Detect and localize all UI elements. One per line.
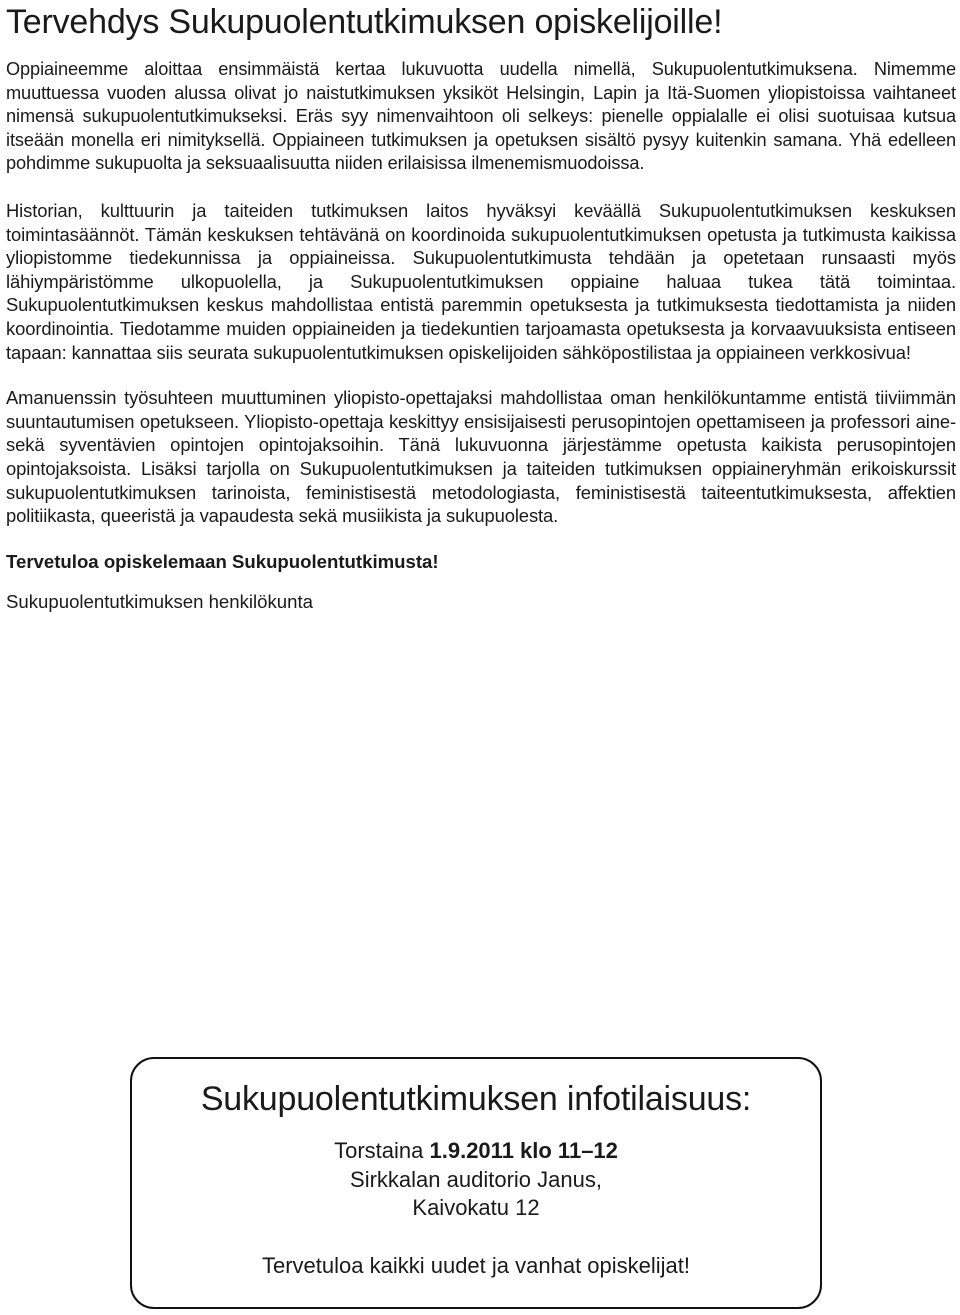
info-session-welcome: Tervetuloa kaikki uudet ja vanhat opiskelijat!	[261, 1252, 691, 1278]
info-session-details	[132, 1137, 820, 1223]
signature: Sukupuolentutkimuksen henkilökunta	[6, 590, 313, 612]
paragraph-research-center: Historian, kulttuurin ja taiteiden tutkimuksen laitos hyväksyi keväällä Sukupuolentutkimuksen keskuksen toimintasäännöt. Tämän keskuksen tehtävänä on koordinoida sukupuolentutkimuksen opetusta ja tutkimusta kaikissa yliopistomme tiedekunnissa ja oppiaineissa. Sukupuolentutkimusta tehdään ja opetetaan runsaasti myös lähiympäristömme ulkopuolella, ja Sukupuolentutkimuksen oppiaine haluaa tukea tätä toimintaa. Sukupuolentutkimuksen keskus mahdollistaa entistä paremmin opetuksesta ja tutkimuksesta tiedottamista ja niiden koordinointia. Tiedotamme muiden oppiaineiden ja tiedekuntien tarjoamasta opetuksesta ja korvaavuuksista entiseen tapaan: kannattaa siis seurata sukupuolentutkimuksen opiskelijoiden sähköpostilistaa ja oppiaineen verkkosivua!	[6, 199, 956, 363]
paragraph-name-change: Oppiaineemme aloittaa ensimmäistä kertaa lukuvuotta uudella nimellä, Sukupuolentutkimuksena. Nimemme muuttuessa vuoden alussa olivat jo naistutkimuksen yksiköt Helsingin, Lapin ja Itä-Suomen yliopistoissa vaihtaneet nimensä sukupuolentutkimukseksi. Eräs syy nimenvaihtoon oli selkeys: pienelle oppialalle ei olisi suotuisaa kutsua itseään monella eri nimityksellä. Oppiaineen tutkimuksen ja opetuksen sisältö pysyy kuitenkin samana. Yhä edelleen pohdimme sukupuolta ja seksuaalisuutta niiden erilaisissa ilmenemismuodoissa.	[6, 59, 956, 174]
info-location-line-2: Kaivokatu 12	[412, 1195, 540, 1220]
closing-welcome: Tervetuloa opiskelemaan Sukupuolentutkimusta!	[6, 550, 439, 572]
info-session-title: Sukupuolentutkimuksen infotilaisuus:	[200, 1080, 752, 1118]
document-page	[6, 0, 956, 614]
info-session-datetime	[132, 1137, 820, 1166]
info-date-time: 1.9.2011 klo 11–12	[429, 1138, 618, 1163]
info-location-line-1: Sirkkalan auditorio Janus,	[350, 1166, 602, 1192]
paragraph-teaching: Amanuenssin työsuhteen muuttuminen yliopisto-opettajaksi mahdollistaa oman henkilökuntamme entistä tiiviimmän suuntautumisen opetukseen. Yliopisto-opettaja keskittyy ensisijaisesti perusopintojen opettamiseen ja professori aine- sekä syventävien opintojen opintojaksoihin. Tänä lukuvuonna järjestämme opetusta kaikista perusopintojen opintojaksoista. Lisäksi tarjolla on Sukupuolentutkimuksen ja taiteiden tutkimuksen oppiaineryhmän erikoiskurssit sukupuolentutkimuksen tarinoista, feministisestä metodologiasta, feministisestä taiteentutkimuksesta, affektien politiikasta, queeristä ja vapaudesta sekä musiikista ja sukupuolesta.	[6, 387, 956, 527]
body-text	[6, 58, 956, 614]
page-title: Tervehdys Sukupuolentutkimuksen opiskelijoille!	[6, 3, 723, 41]
info-day-label: Torstaina	[334, 1138, 424, 1163]
info-session-box	[130, 1057, 822, 1309]
